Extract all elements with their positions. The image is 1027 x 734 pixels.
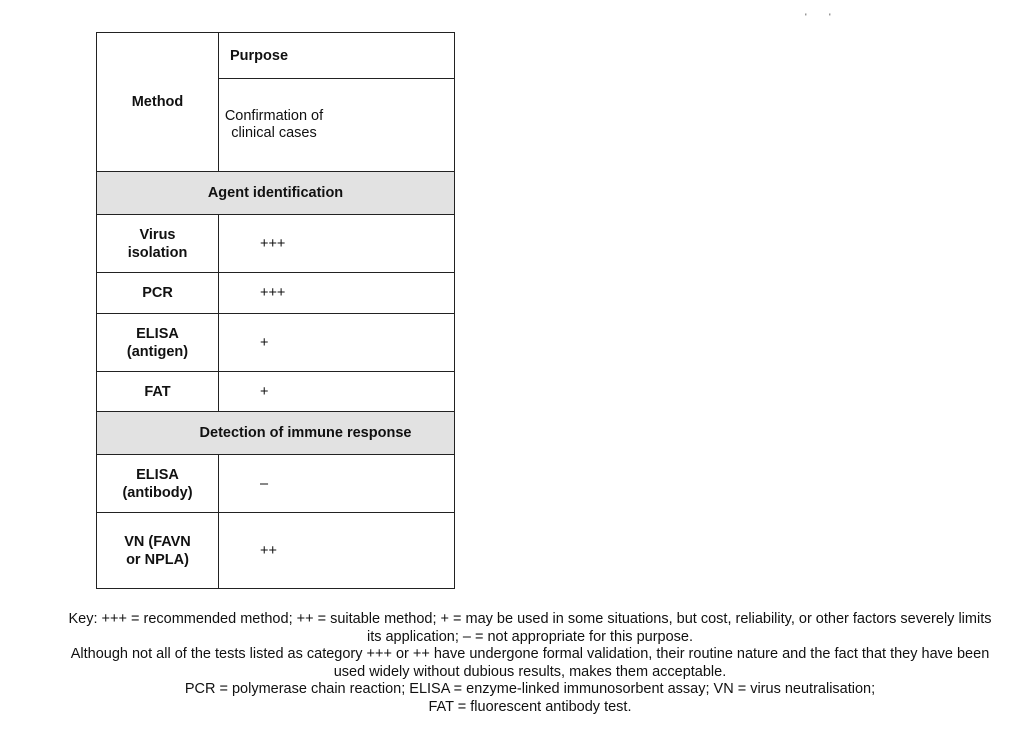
- table-row: [97, 513, 455, 589]
- table-row: [97, 314, 455, 372]
- diagnostic-methods-table: [96, 32, 455, 589]
- method-elisa-antibody-text: ELISA (antibody): [122, 466, 193, 501]
- method-header: Method: [97, 33, 219, 172]
- footnote-key: Key: +++ = recommended method; ++ = suitable method; + = may be used in some situations, but cost, reliability, or other factors severely limits its application; – = not appropriate for this purpose.: [68, 611, 992, 645]
- section-header-agent-identification: Agent identification: [97, 172, 455, 215]
- method-elisa-antigen-text: ELISA (antigen): [126, 325, 189, 360]
- value-elisa-antibody: –: [219, 455, 455, 513]
- method-virus-isolation-text: Virus isolation: [127, 226, 188, 261]
- method-vn-text: VN (FAVN or NPLA): [124, 533, 191, 568]
- value-pcr: +++: [219, 273, 455, 314]
- value-virus-isolation: +++: [219, 215, 455, 273]
- footnote-abbreviations-1: PCR = polymerase chain reaction; ELISA = enzyme-linked immunosorbent assay; VN = virus neutralisation;: [184, 681, 876, 698]
- method-pcr: PCR: [97, 273, 219, 314]
- table-footnote: [60, 611, 1000, 717]
- purpose-subheader-text: Confirmation of clinical cases: [224, 107, 324, 141]
- value-elisa-antigen: +: [219, 314, 455, 372]
- method-elisa-antibody: [97, 455, 219, 513]
- method-vn: [97, 513, 219, 589]
- section-header-immune-response: Detection of immune response: [97, 412, 455, 455]
- value-fat: +: [219, 372, 455, 412]
- method-virus-isolation: [97, 215, 219, 273]
- method-elisa-antigen: [97, 314, 219, 372]
- method-fat: FAT: [97, 372, 219, 412]
- value-vn: ++: [219, 513, 455, 589]
- footnote-abbreviations-2: FAT = fluorescent antibody test.: [428, 698, 632, 715]
- corner-mark-right: ': [829, 12, 831, 22]
- footnote-validation: Although not all of the tests listed as category +++ or ++ have undergone formal validation, their routine nature and the fact that they have been used widely without dubious results, makes them acceptable.: [70, 646, 990, 680]
- table-row: [97, 372, 455, 412]
- table-row: [97, 455, 455, 513]
- corner-mark-left: ': [805, 12, 807, 22]
- purpose-header: Purpose: [219, 33, 455, 79]
- table-row: [97, 273, 455, 314]
- purpose-subheader: [219, 79, 455, 172]
- table-row: [97, 215, 455, 273]
